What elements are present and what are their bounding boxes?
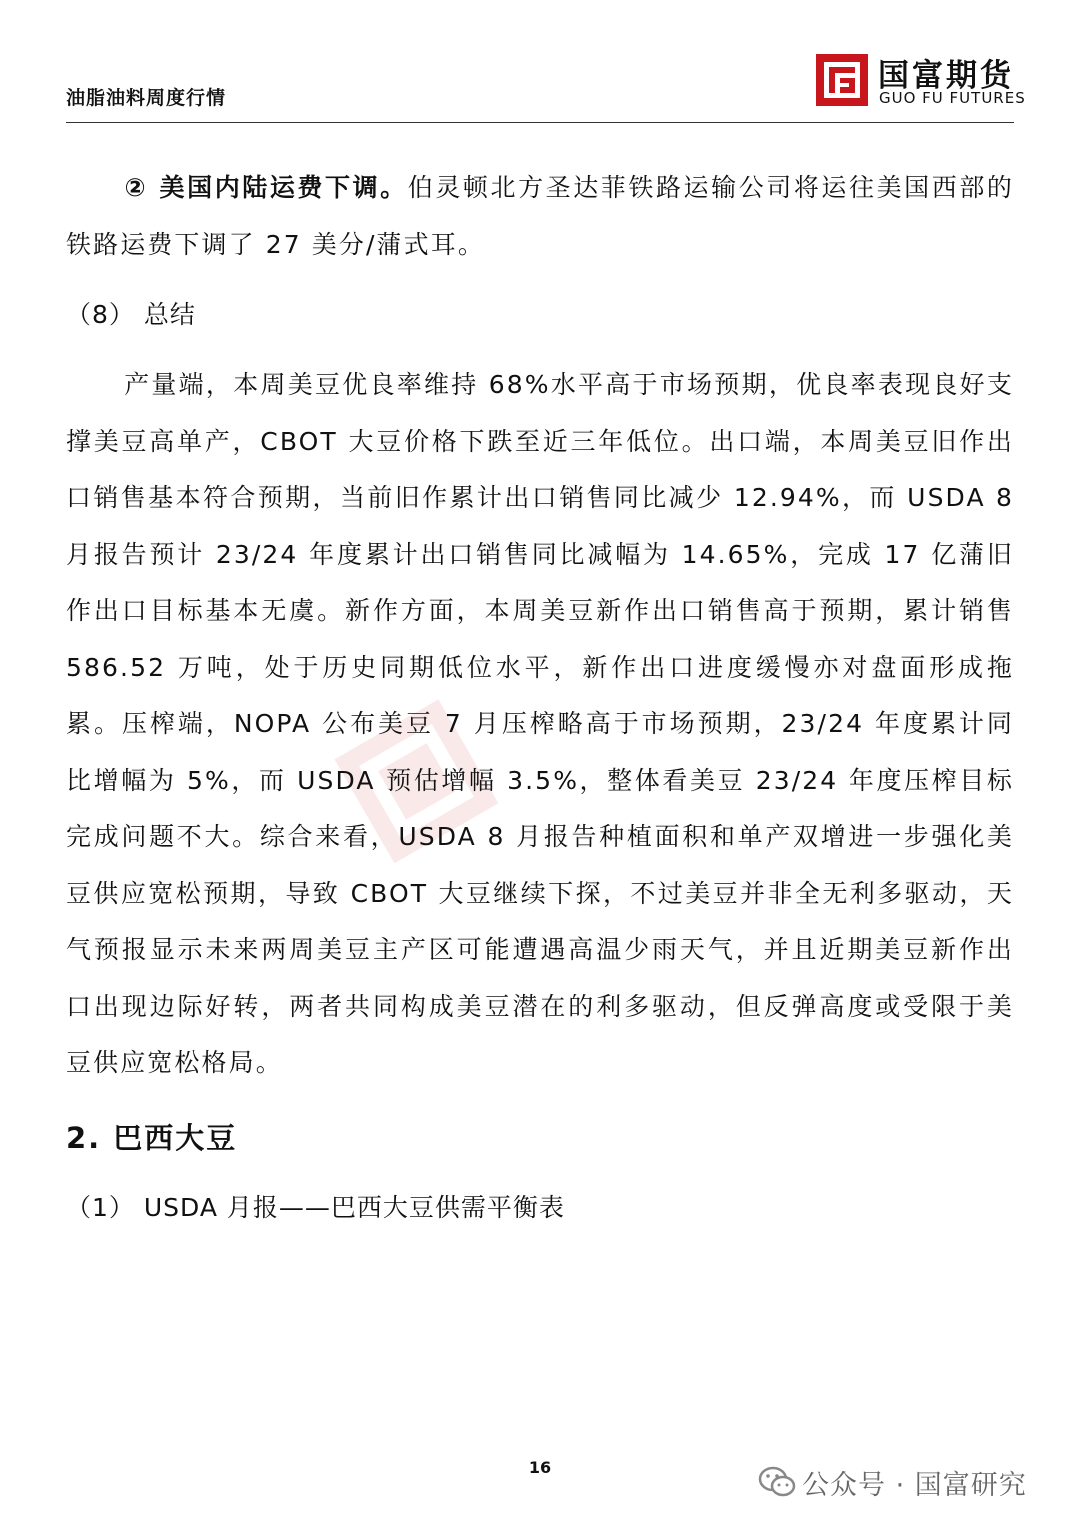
- header-divider: [66, 122, 1014, 123]
- section-heading-brazil: 2. 巴西大豆: [66, 1120, 238, 1155]
- wechat-text: 公众号 · 国富研究: [802, 1470, 1027, 1501]
- summary-heading: （8） 总结: [66, 300, 196, 329]
- point-marker: ②: [124, 173, 149, 202]
- company-logo: [816, 54, 1026, 108]
- point-bold-lead: 美国内陆运费下调。: [159, 173, 408, 202]
- usda-report-heading: （1） USDA 月报——巴西大豆供需平衡表: [66, 1192, 565, 1222]
- summary-paragraph: [66, 357, 1014, 1092]
- logo-chinese-name: 国富期货: [878, 58, 1014, 94]
- report-title: 油脂油料周度行情: [66, 87, 227, 109]
- point-inland-freight: [66, 160, 1014, 273]
- main-content: [66, 160, 1014, 1250]
- guofu-logo-icon: [816, 54, 868, 106]
- page-number: 16: [528, 1458, 552, 1477]
- point-body: 伯灵顿北方圣达菲铁路运输公司将运往美国西部的铁路运费下调了 27 美分/蒲式耳。: [66, 173, 1015, 259]
- logo-english-name: GUO FU FUTURES: [879, 89, 1026, 107]
- summary-body: 产量端，本周美豆优良率维持 68%水平高于市场预期，优良率表现良好支撑美豆高单产，CBOT 大豆价格下跌至近三年低位。出口端，本周美豆旧作出口销售基本符合预期，当前旧作累计出口销售同比减少 12.94%，而 USDA 8 月报告预计 23/24 年度累计出口销售同比减幅为 14.65%，完成 17 亿蒲旧作出口目标基本无虞。新作方面，本周美豆新作出口销售高于预期，累计销售 586.52 万吨，处于历史同期低位水平，新作出口进度缓慢亦对盘面形成拖累。压榨端，NOPA 公布美豆 7 月压榨略高于市场预期，23/24 年度累计同比增幅为 5%，而 USDA 预估增幅 3.5%，整体看美豆 23/24 年度压榨目标完成问题不大。综合来看，USDA 8 月报告种植面积和单产双增进一步强化美豆供应宽松预期，导致 CBOT 大豆继续下探，不过美豆并非全无利多驱动，天气预报显示未来两周美豆主产区可能遭遇高温少雨天气，并且近期美豆新作出口出现边际好转，两者共同构成美豆潜在的利多驱动，但反弹高度或受限于美豆供应宽松格局。: [66, 370, 1014, 1077]
- wechat-icon: [758, 1465, 796, 1499]
